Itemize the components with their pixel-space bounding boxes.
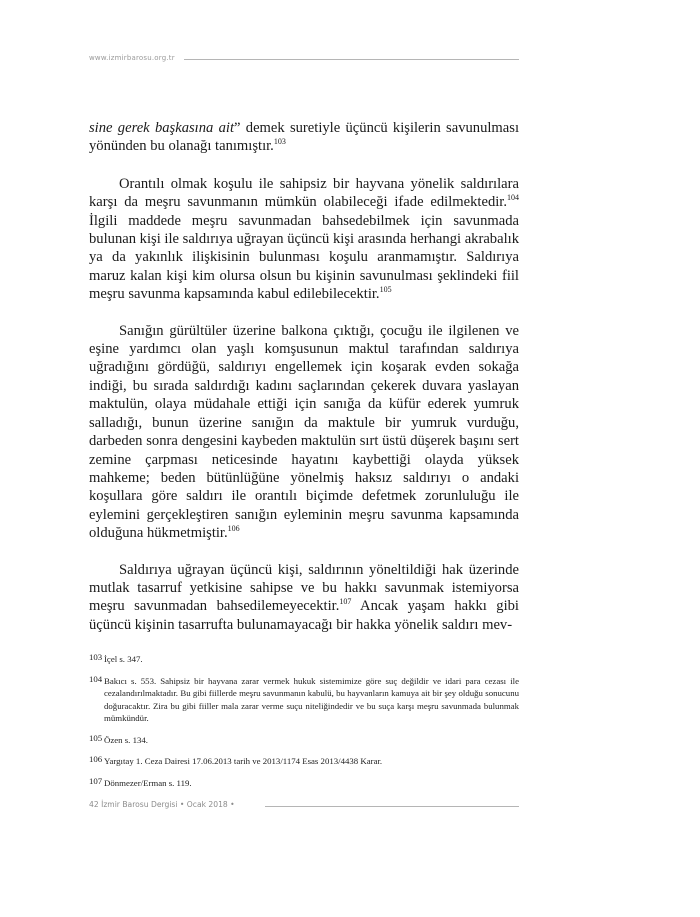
page-header	[89, 50, 519, 70]
footnote-ref-106: 106	[227, 524, 240, 534]
paragraph-2	[89, 175, 519, 304]
footnote-text: Yargıtay 1. Ceza Dairesi 17.06.2013 tarih ve 2013/1174 Esas 2013/4438 Karar.	[104, 756, 383, 766]
paragraph-2-text-b: İlgili maddede meşru savunmadan bahsedebilmek için savunmada bulunan kişi ile saldırıya uğrayan üçüncü kişi arasında herhangi akrabalık ya da yakınlık ilişkisinin bulunması koşulu aranmamıştır. Saldırıya maruz kalan kişi kim olursa olsun bu kişinin savunulması şeklindeki fiil meşru savunma kapsamında kabul edilebilecektir.	[89, 212, 519, 303]
paragraph-4	[89, 561, 519, 635]
footnote-text: Bakıcı s. 553. Sahipsiz bir hayvana zarar vermek hukuk sistemimize göre suç değildir ve idari para cezası ile cezalandırılmaktadır. Bu gibi fiillerde meşru savunmanın kabulü, bu hayvanların kamuya ait bir şey olduğu sonucunu doğuracaktır. Zira bu gibi fiiller mala zarar verme suçu niteliğindedir ve bu suça karşı meşru savunmada bulunmak mümkündür.	[104, 675, 519, 723]
footnote-ref-104: 104	[507, 193, 519, 203]
footnote-ref-107: 107	[339, 597, 352, 607]
footnote-text: Özen s. 134.	[104, 734, 148, 745]
paragraph-3-text: Sanığın gürültüler üzerine balkona çıktığı, çocuğu ile ilgilenen ve eşine yardımcı olan yaşlı komşusunun maktul tarafından saldırıya uğradığını gördüğü, saldırıyı engellemek için koşarak evden sokağa indiği, bu sırada saldırdığı kadını saçlarından çekerek duvara yaslayan maktulün, olaya müdahale ettiği için sanığa da küfür ederek yumruk salladığı, bunun üzerine sanığın da maktule bir yumruk vurduğu, darbeden sonra dengesini kaybeden maktulün sırt üstü düşerek başını sert zemine çarpması neticesinde hayatını kaybettiği olayda yüksek mahkeme; beden bütünlüğüne yönelmiş haksız saldırıyı o andaki koşullara göre saldırı ile orantılı biçimde defetmek zorunluluğu ile eylemini gerçekleştiren sanığın eyleminin meşru savunma kapsamında olduğuna hükmetmiştir.	[89, 322, 519, 542]
paragraph-4-text-a: Saldırıya uğrayan üçüncü kişi, saldırının yöneltildiği hak üzerinde mutlak tasarruf yetkisine sahipse ve bu hakkı savunmak istemiyorsa meşru savunmadan bahsedilemeyecektir.	[89, 561, 519, 615]
body-text	[89, 119, 519, 634]
footnote-104	[89, 675, 519, 725]
header-rule	[184, 59, 519, 60]
footnote-text: Dönmezer/Erman s. 119.	[104, 777, 192, 788]
footnote-number: 105	[89, 732, 103, 743]
paragraph-2-text-a: Orantılı olmak koşulu ile sahipsiz bir hayvana yönelik saldırılara karşı da meşru savunmanın mümkün olabileceği ifade edilmektedir.	[89, 175, 519, 211]
footnote-number: 106	[89, 754, 103, 764]
header-url: www.izmirbarosu.org.tr	[89, 54, 175, 62]
footnotes	[89, 653, 519, 798]
footnote-number: 103	[89, 652, 103, 662]
footnote-107	[89, 777, 519, 790]
paragraph-4-text-b: Ancak yaşam hakkı gibi üçüncü kişinin tasarrufta bulunamayacağı bir hakka yönelik saldırı mev-	[89, 598, 519, 633]
footnote-ref-103: 103	[273, 137, 286, 147]
paragraph-1	[89, 119, 519, 156]
paragraph-1-text: ” demek suretiyle üçüncü kişilerin savunulması yönünden bu olanağı tanımıştır.	[89, 120, 519, 155]
footnote-ref-105: 105	[379, 285, 392, 295]
footnote-105	[89, 734, 519, 747]
footnote-106	[89, 755, 519, 768]
footer-rule	[265, 806, 519, 807]
footnote-number: 104	[89, 673, 103, 684]
page-footer	[89, 797, 519, 813]
footnote-number: 107	[89, 775, 103, 786]
footer-text: 42 İzmir Barosu Dergisi • Ocak 2018 •	[89, 800, 235, 809]
italic-quote: sine gerek başkasına ait	[89, 120, 235, 136]
footnote-103	[89, 653, 519, 666]
paragraph-3	[89, 322, 519, 543]
footnote-text: İçel s. 347.	[104, 654, 143, 664]
